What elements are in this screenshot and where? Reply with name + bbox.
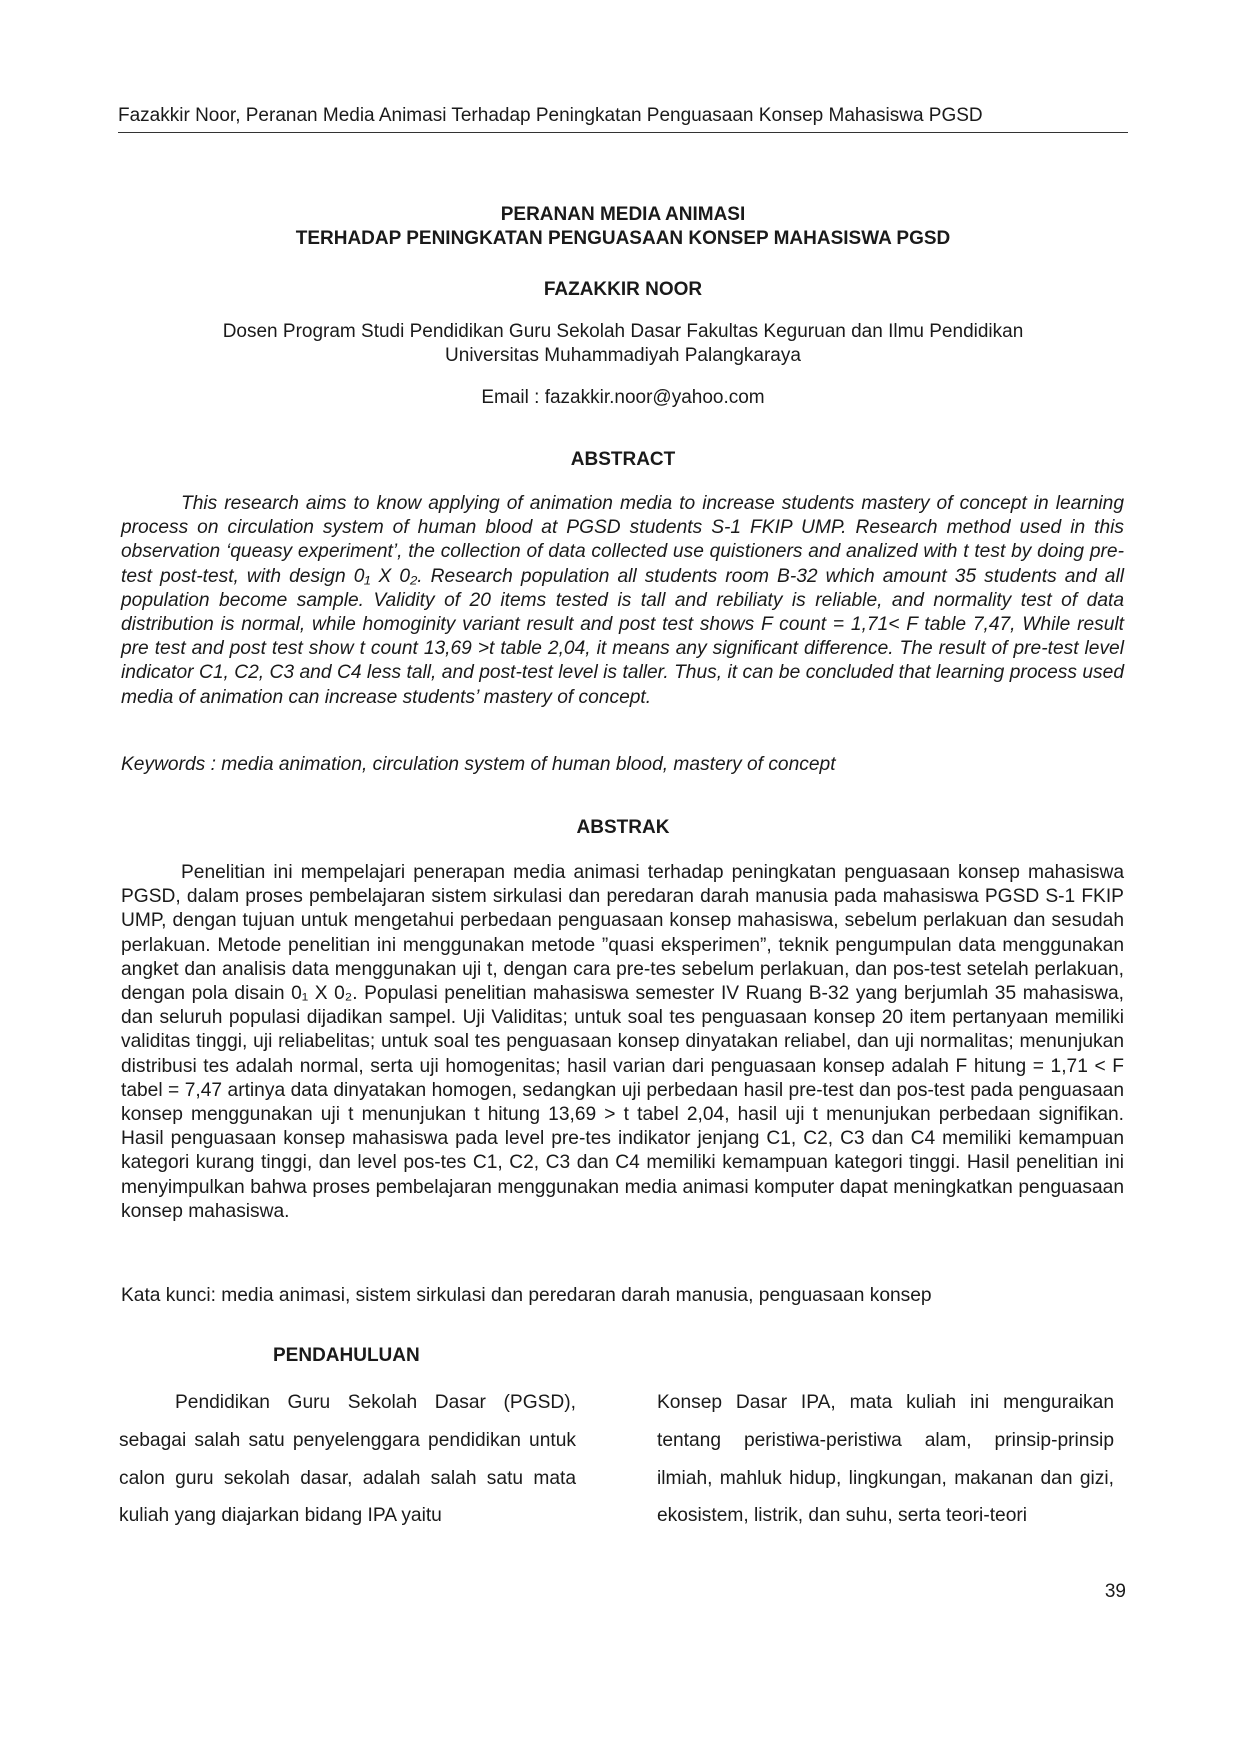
paper-title-line-1: PERANAN MEDIA ANIMASI xyxy=(500,204,746,225)
paper-title-line-2: TERHADAP PENINGKATAN PENGUASAAN KONSEP MAHASISWA PGSD xyxy=(295,228,951,249)
running-header: Fazakkir Noor, Peranan Media Animasi Terhadap Peningkatan Penguasaan Konsep Mahasiswa PGSD xyxy=(118,104,1128,133)
introduction-heading: PENDAHULUAN xyxy=(273,1345,420,1366)
introduction-column-left: Pendidikan Guru Sekolah Dasar (PGSD), sebagai salah satu penyelenggara pendidikan untuk calon guru sekolah dasar, adalah salah satu mata kuliah yang diajarkan bidang IPA yaitu xyxy=(119,1392,576,1527)
abstrak-text: Penelitian ini mempelajari penerapan media animasi terhadap peningkatan penguasaan konsep mahasiswa PGSD, dalam proses pembelajaran sistem sirkulasi dan peredaran darah manusia pada mahasiswa PGSD S-1 FKIP UMP, dengan tujuan untuk mengetahui perbedaan penguasaan konsep mahasiswa, sebelum perlakuan dan sesudah perlakuan. Metode penelitian ini menggunakan metode ”quasi eksperimen”, teknik pengumpulan data menggunakan angket dan analisis data menggunakan uji t, dengan cara pre-tes sebelum perlakuan, dan pos-test setelah perlakuan, dengan pola disain 0₁ X 0₂. Populasi penelitian mahasiswa semester IV Ruang B-32 yang berjumlah 35 mahasiswa, dan seluruh populasi dijadikan sampel. Uji Validitas; untuk soal tes penguasaan konsep 20 item pertanyaan memiliki validitas tinggi, uji reliabelitas; untuk soal tes penguasaan konsep dinyatakan reliabel, dan uji normalitas; menunjukan distribusi tes adalah normal, serta uji homogenitas; hasil varian dari penguasaan konsep adalah F hitung = 1,71 < F tabel = 7,47 artinya data dinyatakan homogen, sedangkan uji perbedaan hasil pre-test dan pos-test pada penguasaan konsep menggunakan uji t menunjukan t hitung 13,69 > t tabel 2,04, hasil uji t menunjukan perbedaan signifikan. Hasil penguasaan konsep mahasiswa pada level pre-tes indikator jenjang C1, C2, C3 dan C4 memiliki kemampuan kategori kurang tinggi, dan level pos-tes C1, C2, C3 dan C4 memiliki kemampuan kategori tinggi. Hasil penelitian ini menyimpulkan bahwa proses pembelajaran menggunakan media animasi komputer dapat meningkatkan penguasaan konsep mahasiswa. xyxy=(121,862,1124,1222)
page-number: 39 xyxy=(1104,1581,1126,1602)
affiliation-line-2: Universitas Muhammadiyah Palangkaraya xyxy=(445,345,801,366)
paper-title xyxy=(118,203,1128,251)
introduction-column-right: Konsep Dasar IPA, mata kuliah ini menguraikan tentang peristiwa-peristiwa alam, prinsip-prinsip ilmiah, mahluk hidup, lingkungan, makanan dan gizi, ekosistem, listrik, dan suhu, serta teori-teori xyxy=(657,1392,1114,1527)
author-name: FAZAKKIR NOOR xyxy=(543,279,703,300)
abstract-heading: ABSTRACT xyxy=(570,449,676,470)
abstrak-keywords: Kata kunci: media animasi, sistem sirkulasi dan peredaran darah manusia, penguasaan konsep xyxy=(121,1285,932,1306)
author-email: Email : fazakkir.noor@yahoo.com xyxy=(481,387,765,408)
abstract-text: This research aims to know applying of animation media to increase students mastery of concept in learning process on circulation system of human blood at PGSD students S-1 FKIP UMP. Research method used in this observation ‘queasy experiment’, the collection of data collected use quistioners and analized with t test by doing pre-test post-test, with design 0₁ X 0₂. Research population all students room B-32 which amount 35 students and all population become sample. Validity of 20 items tested is tall and rebiliaty is reliable, and normality test of data distribution is normal, while homoginity variant result and post test shows F count = 1,71< F table 7,47, While result pre test and post test show t count 13,69 >t table 2,04, it means any significant difference. The result of pre-test level indicator C1, C2, C3 and C4 less tall, and post-test level is taller. Thus, it can be concluded that learning process used media of animation can increase students’ mastery of concept. xyxy=(121,493,1124,708)
affiliation-line-1: Dosen Program Studi Pendidikan Guru Sekolah Dasar Fakultas Keguruan dan Ilmu Pendidikan xyxy=(222,321,1024,342)
abstract-keywords: Keywords : media animation, circulation system of human blood, mastery of concept xyxy=(121,754,836,775)
abstrak-heading: ABSTRAK xyxy=(576,817,670,838)
affiliation xyxy=(118,320,1128,368)
